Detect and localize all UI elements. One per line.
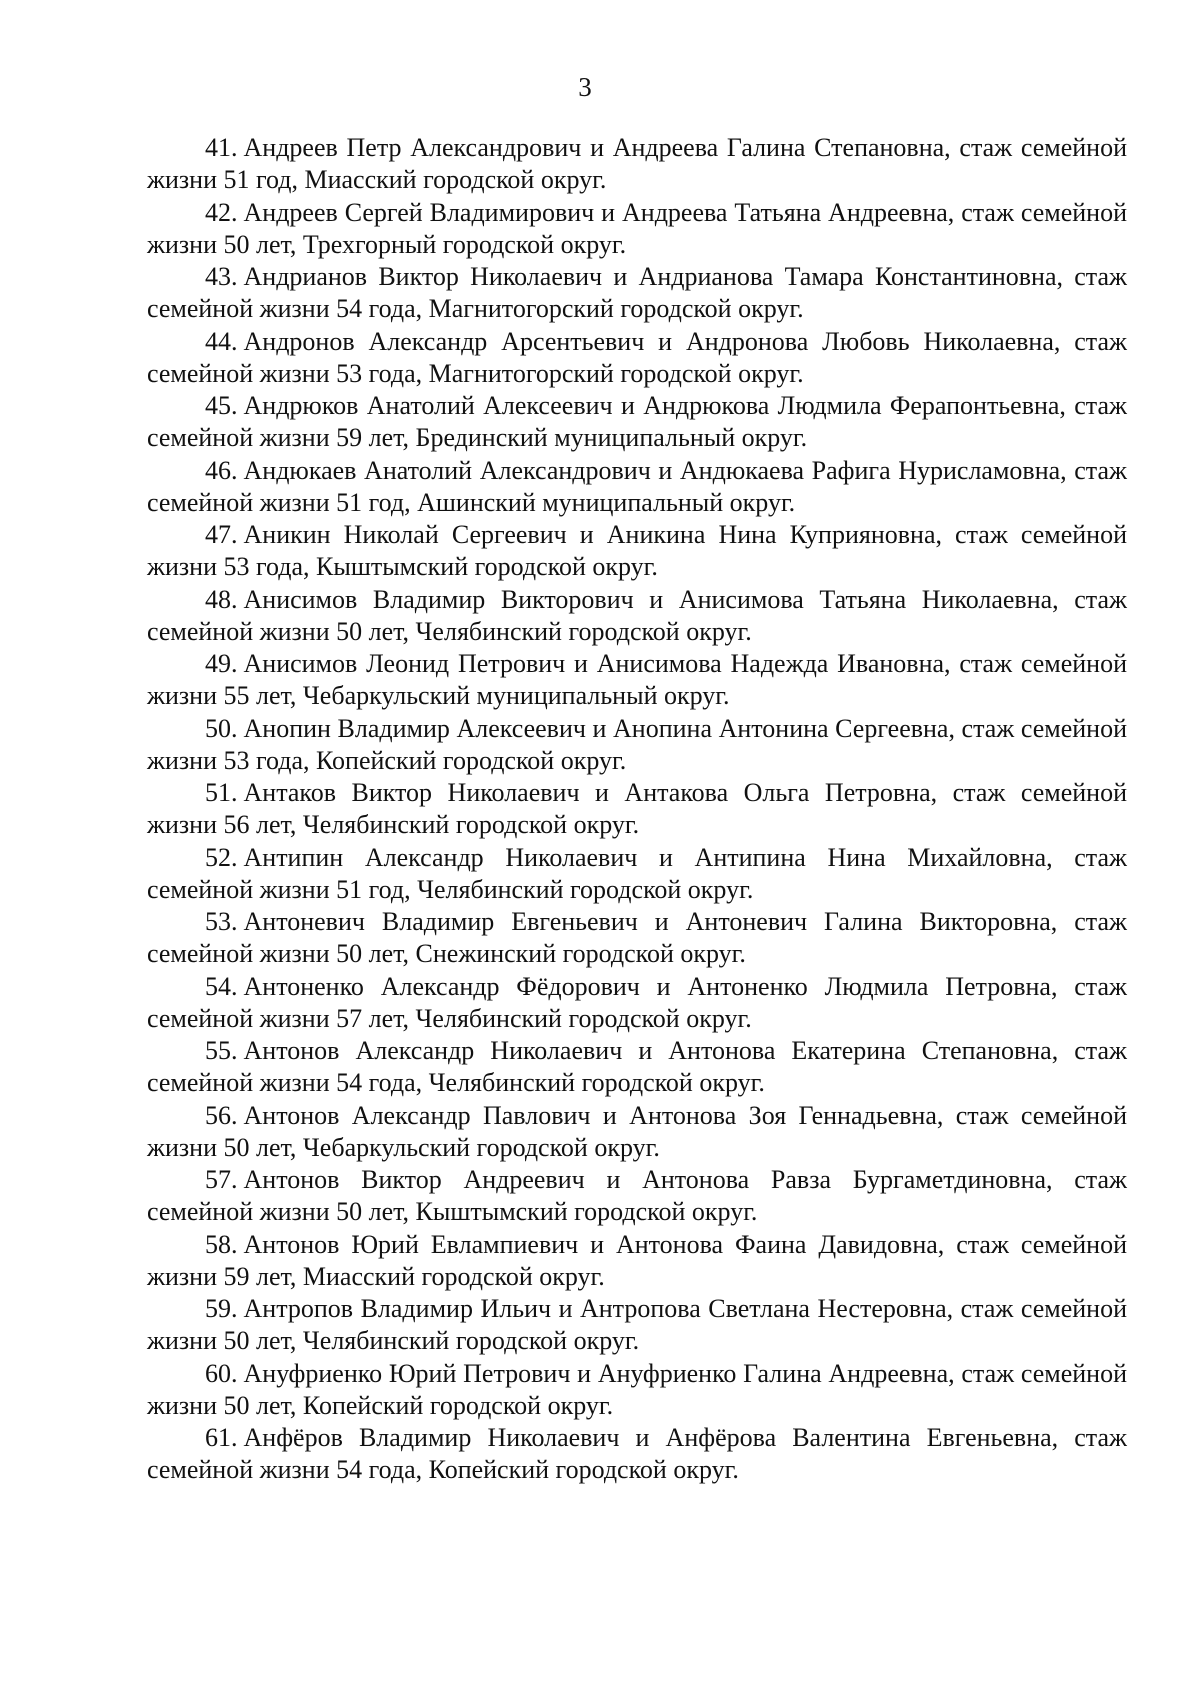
entry-number: 53. bbox=[205, 907, 238, 936]
entry-text: Анисимов Владимир Викторович и Анисимова Татьяна Николаевна, стаж семейной жизни 50 лет, Челябинский городской округ. bbox=[147, 584, 1127, 646]
list-item bbox=[147, 648, 1127, 712]
list-item bbox=[147, 906, 1127, 970]
list-item bbox=[147, 1422, 1127, 1486]
page-number: 3 bbox=[578, 72, 592, 102]
list-item bbox=[147, 1358, 1127, 1422]
entry-text: Антонов Александр Николаевич и Антонова Екатерина Степановна, стаж семейной жизни 54 года, Челябинский городской округ. bbox=[147, 1036, 1127, 1097]
list-item bbox=[147, 971, 1127, 1035]
entry-number: 49. bbox=[205, 649, 238, 678]
entry-number: 54. bbox=[205, 971, 238, 1001]
entry-number: 46. bbox=[205, 455, 238, 485]
entry-text: Андюкаев Анатолий Александрович и Андюкаева Рафига Нурисламовна, стаж семейной жизни 51 год, Ашинский муниципальный округ. bbox=[147, 455, 1127, 517]
entry-text: Андронов Александр Арсентьевич и Андронова Любовь Николаевна, стаж семейной жизни 53 года, Магнитогорский городской округ. bbox=[147, 326, 1127, 388]
entry-number: 47. bbox=[205, 520, 238, 549]
list-item bbox=[147, 455, 1127, 519]
entry-text: Антоненко Александр Фёдорович и Антоненко Людмила Петровна, стаж семейной жизни 57 лет, Челябинский городской округ. bbox=[147, 971, 1127, 1033]
entry-text: Ануфриенко Юрий Петрович и Ануфриенко Галина Андреевна, стаж семейной жизни 50 лет, Копейский городской округ. bbox=[147, 1358, 1127, 1420]
entry-number: 59. bbox=[205, 1294, 238, 1323]
list-item bbox=[147, 519, 1127, 583]
entry-text: Антаков Виктор Николаевич и Антакова Ольга Петровна, стаж семейной жизни 56 лет, Челябинский городской округ. bbox=[147, 778, 1127, 839]
entry-text: Антонов Александр Павлович и Антонова Зоя Геннадьевна, стаж семейной жизни 50 лет, Чебаркульский городской округ. bbox=[147, 1100, 1127, 1162]
entry-number: 52. bbox=[205, 842, 238, 872]
list-item bbox=[147, 197, 1127, 261]
entry-number: 55. bbox=[205, 1036, 238, 1065]
list-item bbox=[147, 1100, 1127, 1164]
entry-text: Андреев Петр Александрович и Андреева Галина Степановна, стаж семейной жизни 51 год, Миасский городской округ. bbox=[147, 133, 1127, 194]
list-item bbox=[147, 842, 1127, 906]
entry-number: 48. bbox=[205, 584, 238, 614]
entry-text: Андрюков Анатолий Алексеевич и Андрюкова Людмила Ферапонтьевна, стаж семейной жизни 59 лет, Брединский муниципальный округ. bbox=[147, 391, 1127, 452]
entry-number: 51. bbox=[205, 778, 238, 807]
list-item bbox=[147, 1229, 1127, 1293]
entry-list bbox=[147, 132, 1127, 1487]
entry-text: Андрианов Виктор Николаевич и Андрианова Тамара Константиновна, стаж семейной жизни 54 года, Магнитогорский городской округ. bbox=[147, 262, 1127, 323]
entry-text: Антипин Александр Николаевич и Антипина Нина Михайловна, стаж семейной жизни 51 год, Челябинский городской округ. bbox=[147, 842, 1127, 904]
entry-text: Антонов Юрий Евлампиевич и Антонова Фаина Давидовна, стаж семейной жизни 59 лет, Миасский городской округ. bbox=[147, 1229, 1127, 1291]
entry-text: Анисимов Леонид Петрович и Анисимова Надежда Ивановна, стаж семейной жизни 55 лет, Чебаркульский муниципальный округ. bbox=[147, 649, 1127, 710]
entry-number: 44. bbox=[205, 326, 238, 356]
entry-number: 43. bbox=[205, 262, 238, 291]
entry-number: 57. bbox=[205, 1165, 238, 1194]
entry-number: 58. bbox=[205, 1229, 238, 1259]
entry-number: 45. bbox=[205, 391, 238, 420]
entry-number: 60. bbox=[205, 1358, 238, 1388]
entry-number: 50. bbox=[205, 713, 238, 743]
entry-text: Андреев Сергей Владимирович и Андреева Татьяна Андреевна, стаж семейной жизни 50 лет, Трехгорный городской округ. bbox=[147, 197, 1127, 259]
list-item bbox=[147, 261, 1127, 325]
entry-text: Аникин Николай Сергеевич и Аникина Нина Куприяновна, стаж семейной жизни 53 года, Кыштымский городской округ. bbox=[147, 520, 1127, 581]
entry-number: 61. bbox=[205, 1423, 238, 1452]
entry-number: 56. bbox=[205, 1100, 238, 1130]
entry-text: Антропов Владимир Ильич и Антропова Светлана Нестеровна, стаж семейной жизни 50 лет, Челябинский городской округ. bbox=[147, 1294, 1127, 1355]
list-item bbox=[147, 132, 1127, 196]
entry-number: 42. bbox=[205, 197, 238, 227]
list-item bbox=[147, 1035, 1127, 1099]
entry-text: Антоневич Владимир Евгеньевич и Антоневич Галина Викторовна, стаж семейной жизни 50 лет, Снежинский городской округ. bbox=[147, 907, 1127, 968]
entry-text: Анопин Владимир Алексеевич и Анопина Антонина Сергеевна, стаж семейной жизни 53 года, Копейский городской округ. bbox=[147, 713, 1127, 775]
entry-text: Антонов Виктор Андреевич и Антонова Равза Бургаметдиновна, стаж семейной жизни 50 лет, Кыштымский городской округ. bbox=[147, 1165, 1127, 1226]
list-item bbox=[147, 1164, 1127, 1228]
list-item bbox=[147, 326, 1127, 390]
entry-number: 41. bbox=[205, 133, 238, 162]
list-item bbox=[147, 1293, 1127, 1357]
entry-text: Анфёров Владимир Николаевич и Анфёрова Валентина Евгеньевна, стаж семейной жизни 54 года, Копейский городской округ. bbox=[147, 1423, 1127, 1484]
list-item bbox=[147, 390, 1127, 454]
list-item bbox=[147, 584, 1127, 648]
list-item bbox=[147, 713, 1127, 777]
list-item bbox=[147, 777, 1127, 841]
